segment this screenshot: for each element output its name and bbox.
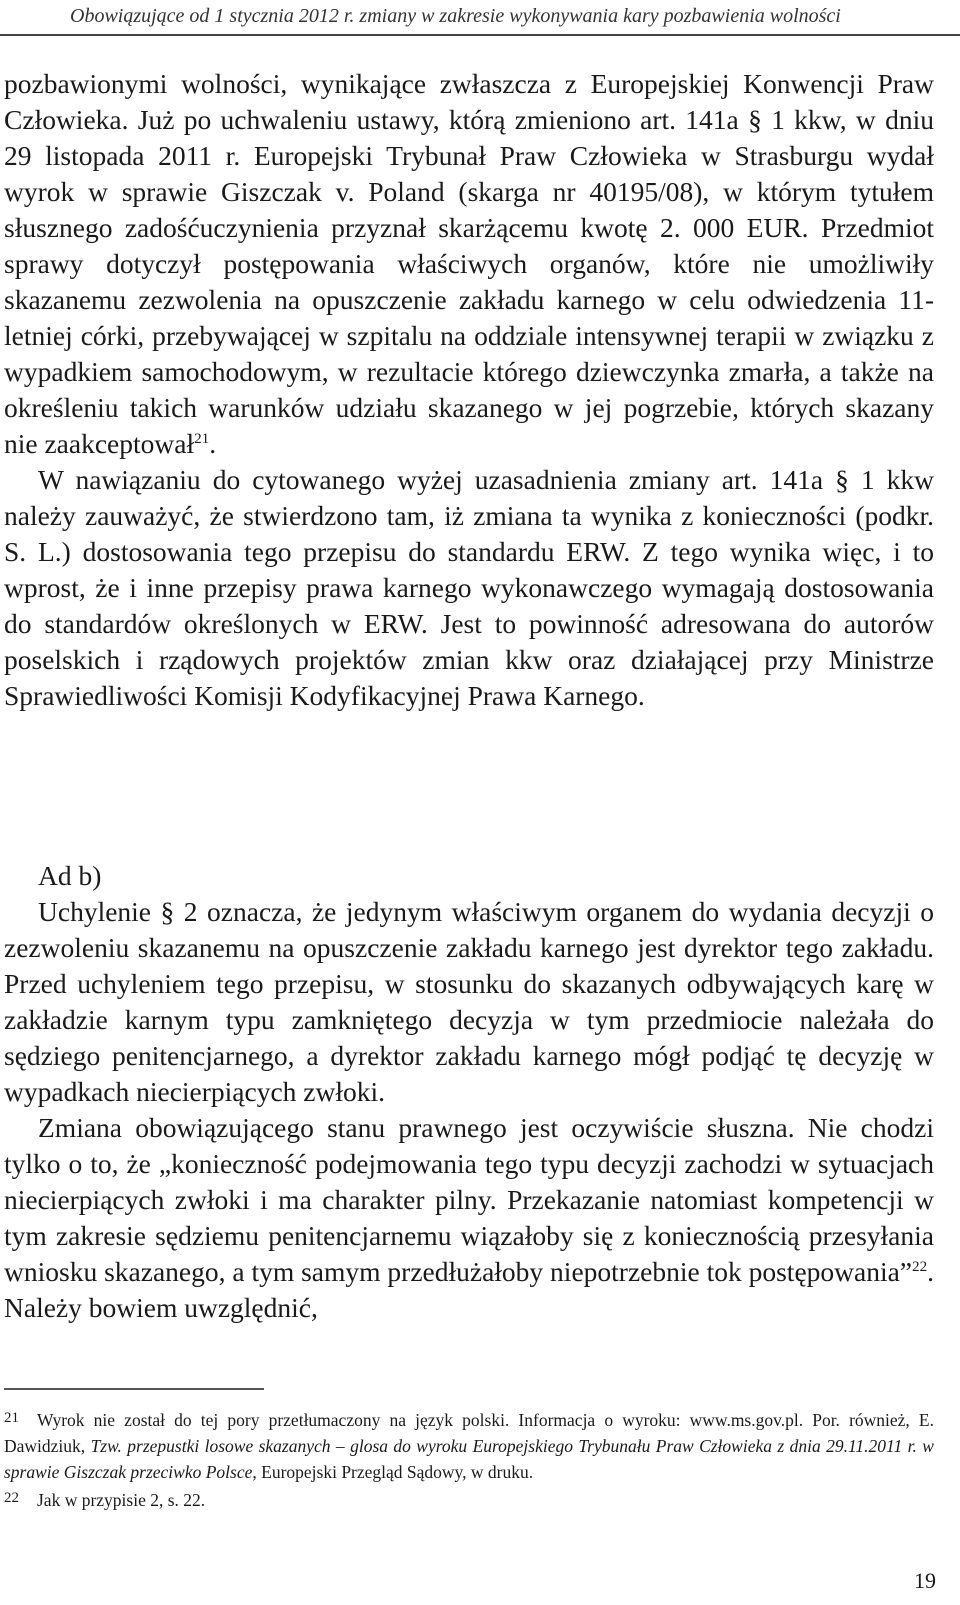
paragraph-4-text: Zmiana obowiązującego stanu prawnego jest oczywiście słuszna. Nie chodzi tylko o to, że „konieczność podejmowania tego typu decyzji zachodzi w sytuacjach niecierpiących zwłoki i ma charakter pilny. Przekazanie natomiast kompetencji w tym zakresie sędziemu penitencjarnemu wiązałoby się z koniecznością przesyłania wniosku skazanego, a tym samym przedłużałoby niepotrzebnie tok postępowania” bbox=[4, 1112, 934, 1287]
footnote-21-number: 21 bbox=[4, 1410, 19, 1426]
footnote-21-text: Wyrok nie został do tej pory przetłumaczony na język polski. Informacja o wyroku: www.ms.gov.pl. Por. również, E. Dawidziuk, bbox=[4, 1410, 934, 1456]
footnote-21-source: , Europejski Przegląd Sądowy, w druku. bbox=[252, 1462, 534, 1482]
footnotes bbox=[4, 1405, 934, 1513]
paragraph-1-text: pozbawionymi wolności, wynikające zwłaszcza z Europejskiej Konwencji Praw Człowieka. Już po uchwaleniu ustawy, którą zmieniono art. 141a § 1 kkw, w dniu 29 listopada 2011 r. Europejski Trybunał Praw Człowieka w Strasburgu wydał wyrok w sprawie Giszczak v. Poland (skarga nr 40195/08), w którym tytułem słusznego zadośćuczynienia przyznał skarżącemu kwotę 2. 000 EUR. Przedmiot sprawy dotyczył postępowania właściwych organów, które nie umożliwiły skazanemu zezwolenia na opuszczenie zakładu karnego w celu odwiedzenia 11-letniej córki, przebywającej w szpitalu na oddziale intensywnej terapii w związku z wypadkiem samochodowym, w rezultacie którego dziewczynka zmarła, a także na określeniu takich warunków udziału skazanego w jej pogrzebie, których skazany nie zaakceptował bbox=[4, 68, 934, 459]
footnote-21-italic-title: przepustki losowe skazanych – glosa do wyroku Europejskiego Trybunału Praw Człowieka z dnia 29.11.2011 r. w sprawie Giszczak przeciwko Polsce bbox=[4, 1436, 934, 1482]
main-text-upper bbox=[4, 66, 934, 714]
footnote-22 bbox=[4, 1485, 934, 1513]
footnote-21-italic-abbrev: Tzw. bbox=[90, 1436, 122, 1456]
footnote-21 bbox=[4, 1405, 934, 1485]
paragraph-1 bbox=[4, 66, 934, 462]
footnote-22-number: 22 bbox=[4, 1490, 19, 1506]
section-subheading: Ad b) bbox=[38, 860, 102, 891]
page-number: 19 bbox=[914, 1568, 936, 1593]
footnote-ref-21[interactable]: 21 bbox=[194, 430, 210, 447]
footnote-ref-22[interactable]: 22 bbox=[912, 1258, 928, 1275]
running-header: Obowiązujące od 1 stycznia 2012 r. zmiany w zakresie wykonywania kary pozbawienia wolności bbox=[70, 5, 841, 27]
footnote-rule bbox=[4, 1388, 264, 1390]
paragraph-4 bbox=[4, 1110, 934, 1326]
paragraph-2: W nawiązaniu do cytowanego wyżej uzasadnienia zmiany art. 141a § 1 kkw należy zauważyć, że stwierdzono tam, iż zmiana ta wynika z konieczności (podkr. S. L.) dostosowania tego przepisu do standardu ERW. Z tego wynika więc, i to wprost, że i inne przepisy prawa karnego wykonawczego wymagają dostosowania do standardów określonych w ERW. Jest to powinność adresowana do autorów poselskich i rządowych projektów zmian kkw oraz działającej przy Ministrze Sprawiedliwości Komisji Kodyfikacyjnej Prawa Karnego. bbox=[4, 464, 934, 711]
header-rule bbox=[0, 34, 960, 36]
footnote-22-text: Jak w przypisie 2, s. 22. bbox=[37, 1490, 206, 1510]
main-text-lower bbox=[4, 858, 934, 1326]
paragraph-4-end: . Należy bowiem uwzględnić, bbox=[4, 1256, 934, 1323]
paragraph-3: Uchylenie § 2 oznacza, że jedynym właściwym organem do wydania decyzji o zezwoleniu skazanemu na opuszczenie zakładu karnego jest dyrektor tego zakładu. Przed uchyleniem tego przepisu, w stosunku do skazanych odbywających karę w zakładzie karnym typu zamkniętego decyzja w tym przedmiocie należała do sędziego penitencjarnego, a dyrektor zakładu karnego mógł podjąć tę decyzję w wypadkach niecierpiących zwłoki. bbox=[4, 896, 934, 1107]
paragraph-1-end: . bbox=[209, 428, 217, 459]
